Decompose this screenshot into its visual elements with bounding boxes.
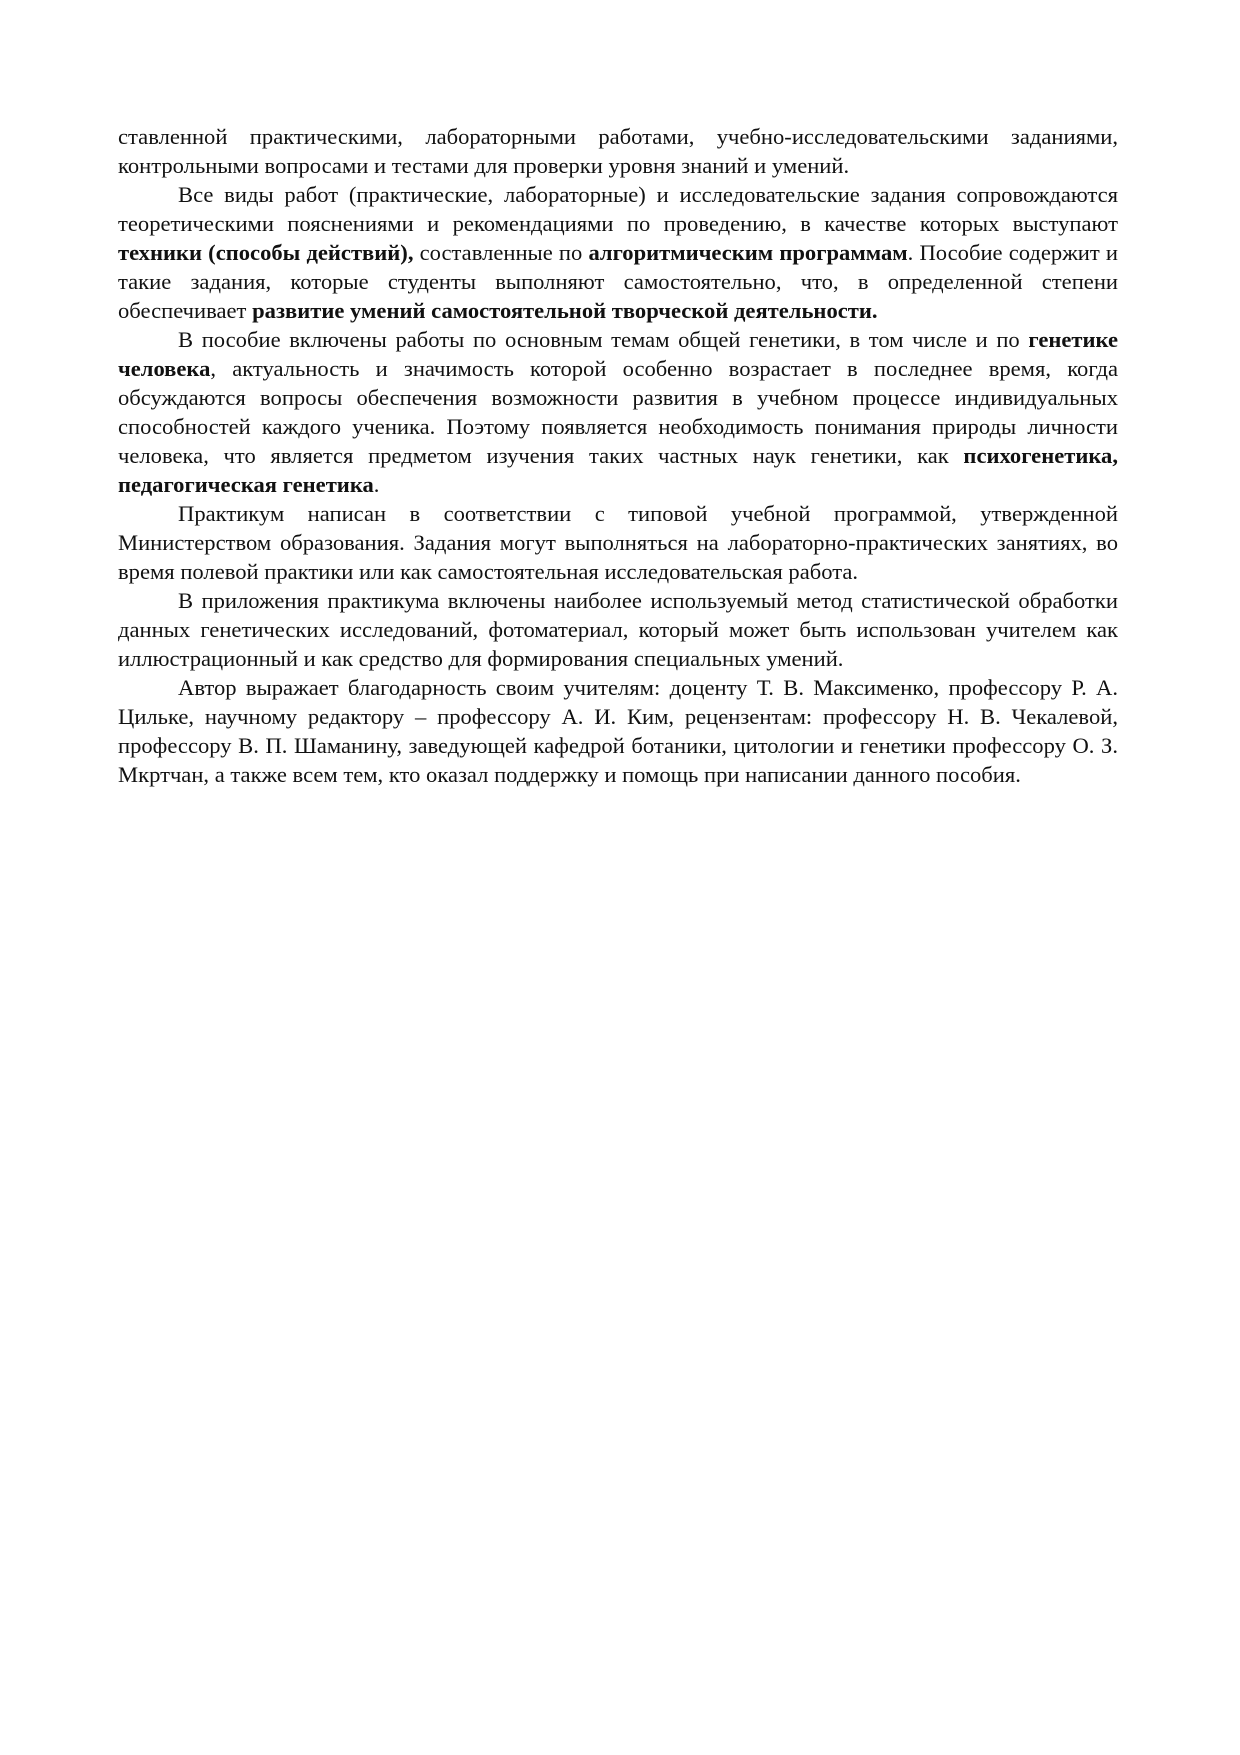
- bold-text-run: развитие умений самостоятельной творческой деятельности.: [252, 298, 878, 323]
- text-run: . Пособие содержит и такие задания, которые студенты выполняют самостоятельно, что, в определенной степени обеспечивает: [118, 240, 1119, 323]
- bold-text-run: техники (способы действий),: [118, 240, 414, 265]
- paragraph: [118, 499, 1118, 586]
- paragraph: [118, 180, 1118, 325]
- text-run: .: [373, 472, 380, 497]
- bold-text-run: генетике человека: [118, 327, 1118, 381]
- text-run: ставленной практическими, лабораторными работами, учебно-исследовательскими заданиями, контрольными вопросами и тестами для проверки уровня знаний и умений.: [118, 124, 1118, 178]
- bold-text-run: психогенетика, педагогическая генетика: [118, 443, 1118, 497]
- paragraph: [118, 586, 1118, 673]
- text-run: В пособие включены работы по основным темам общей генетики, в том числе и по: [178, 327, 1029, 352]
- paragraph: [118, 673, 1118, 789]
- paragraph: [118, 325, 1118, 499]
- paragraph: [118, 122, 1118, 180]
- text-run: , актуальность и значимость которой особенно возрастает в последнее время, когда обсуждаются вопросы обеспечения возможности развития в учебном процессе индивидуальных способностей каждого ученика. Поэтому появляется необходимость понимания природы личности человека, что является предметом изучения таких частных наук генетики, как: [118, 356, 1118, 468]
- text-run: Автор выражает благодарность своим учителям: доценту Т. В. Максименко, профессору Р. А. Цильке, научному редактору – профессору А. И. Ким, рецензентам: профессору Н. В. Чекалевой, профессору В. П. Шаманину, заведующей кафедрой ботаники, цитологии и генетики профессору О. З. Мкртчан, а также всем тем, кто оказал поддержку и помощь при написании данного пособия.: [118, 675, 1118, 787]
- bold-text-run: алгоритмическим программам: [588, 240, 908, 265]
- text-run: составленные по: [413, 240, 589, 265]
- document-body: [118, 122, 1118, 789]
- text-run: Практикум написан в соответствии с типовой учебной программой, утвержденной Министерством образования. Задания могут выполняться на лабораторно-практических занятиях, во время полевой практики или как самостоятельная исследовательская работа.: [118, 501, 1118, 584]
- text-run: Все виды работ (практические, лабораторные) и исследовательские задания сопровождаются теоретическими пояснениями и рекомендациями по проведению, в качестве которых выступают: [118, 182, 1118, 236]
- text-run: В приложения практикума включены наиболее используемый метод статистической обработки данных генетических исследований, фотоматериал, который может быть использован учителем как иллюстрационный и как средство для формирования специальных умений.: [118, 588, 1118, 671]
